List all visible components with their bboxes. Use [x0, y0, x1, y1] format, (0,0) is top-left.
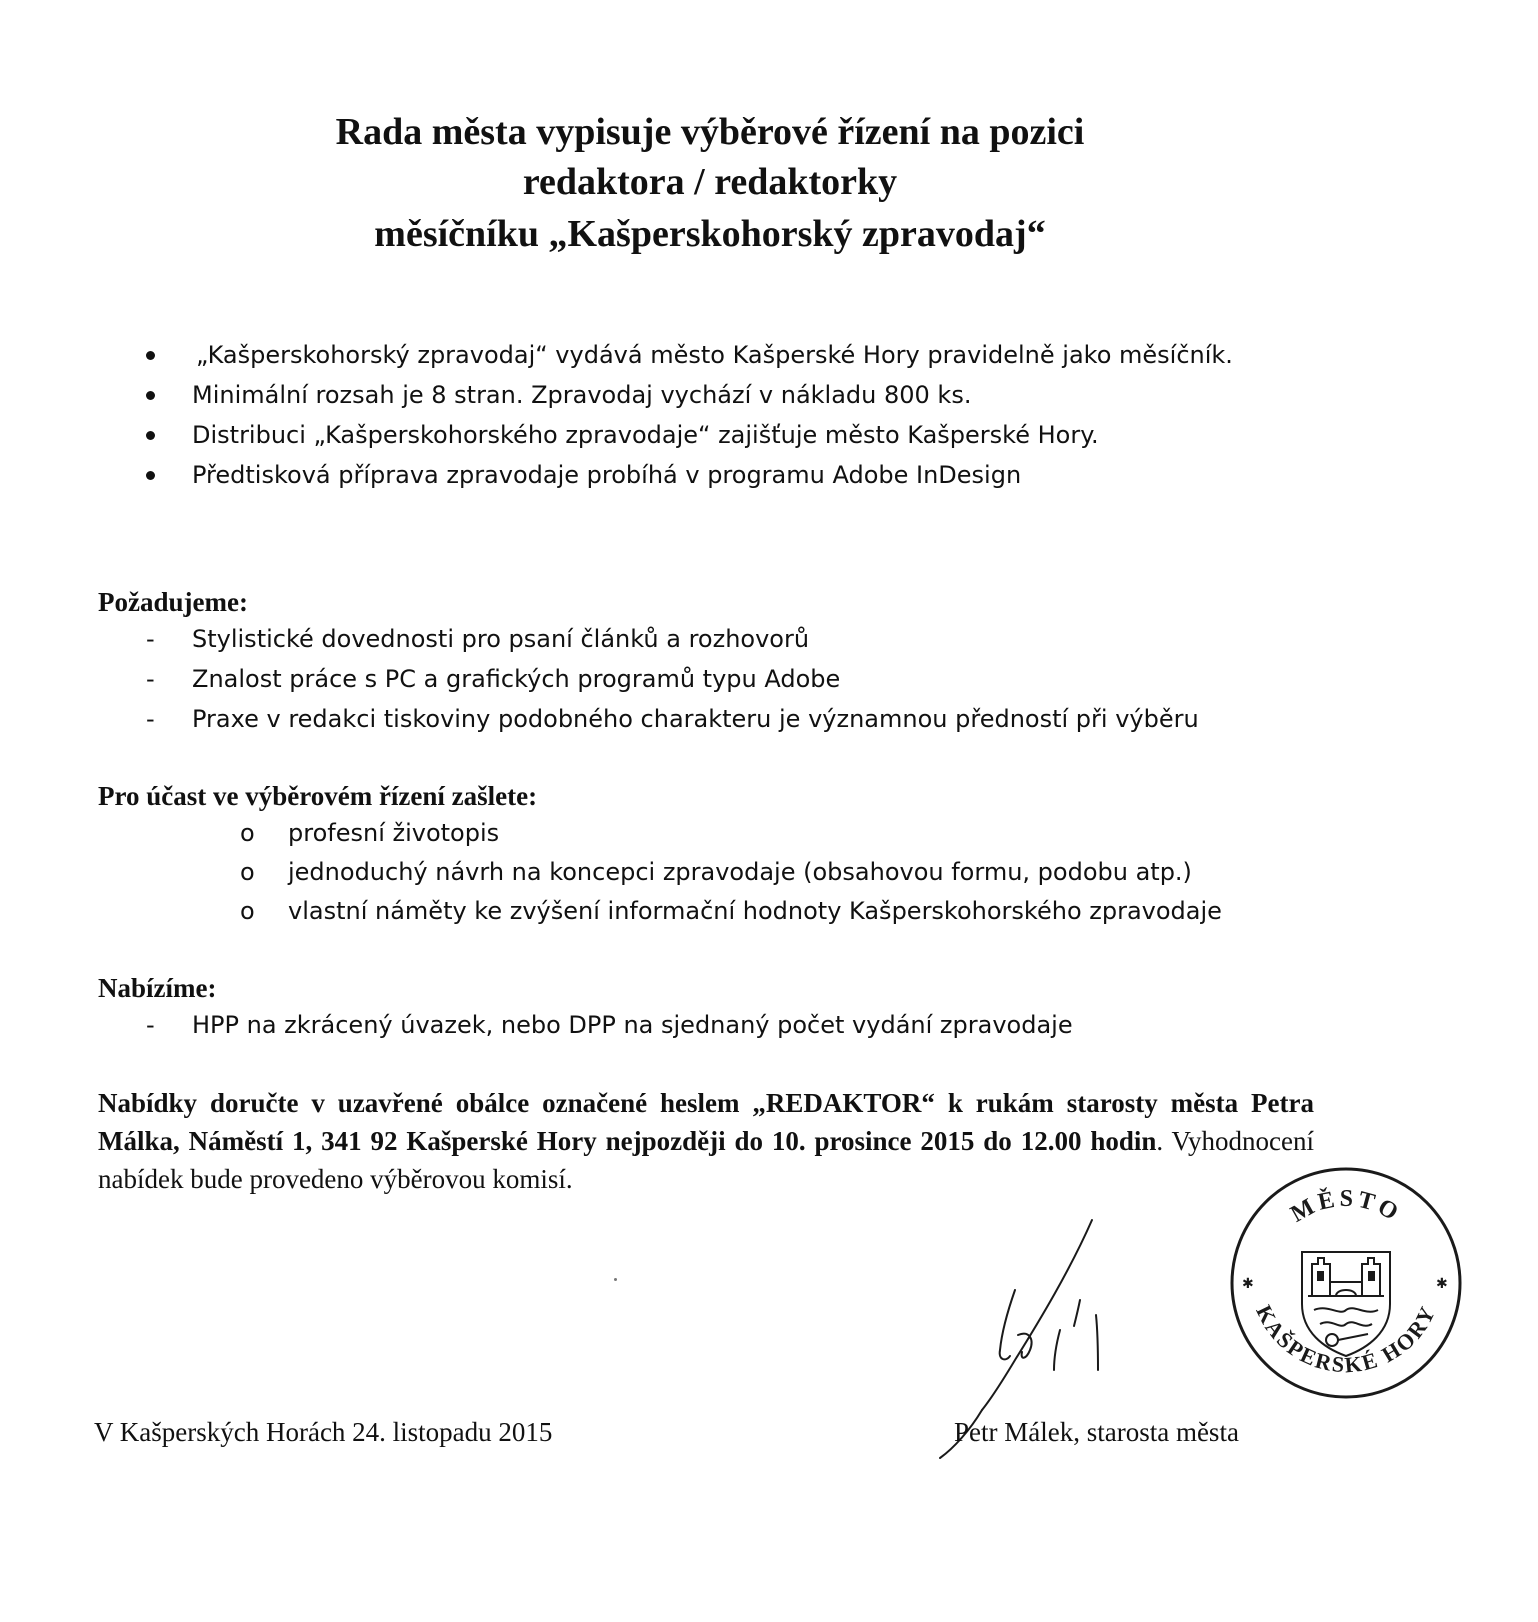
application-heading: Pro účast ve výběrovém řízení zašlete:	[98, 781, 538, 811]
bullet-text: Distribuci „Kašperskohorského zpravodaje“ zajišťuje město Kašperské Hory.	[192, 421, 1099, 449]
list-item-text: Stylistické dovednosti pro psaní článků a rozhovorů	[192, 625, 810, 653]
city-stamp	[1228, 1164, 1464, 1402]
bullet-text: „Kašperskohorský zpravodaj“ vydává město Kašperské Hory pravidelně jako měsíčník.	[196, 341, 1233, 369]
coat-of-arms-icon	[1302, 1252, 1390, 1356]
bullet-text: Minimální rozsah je 8 stran. Zpravodaj vychází v nákladu 800 ks.	[192, 381, 972, 409]
circle-marker: o	[240, 858, 255, 886]
list-item-text: vlastní náměty ke zvýšení informační hodnoty Kašperskohorského zpravodaje	[288, 897, 1222, 925]
list-item-text: HPP na zkrácený úvazek, nebo DPP na sjednaný počet vydání zpravodaje	[192, 1011, 1073, 1039]
title-line-3: měsíčníku „Kašperskohorský zpravodaj“	[374, 213, 1046, 255]
dash-marker: -	[146, 1011, 155, 1039]
title-line-1: Rada města vypisuje výběrové řízení na pozici	[335, 111, 1085, 153]
list-item-text: Praxe v redakci tiskoviny podobného charakteru je významnou předností při výběru	[192, 705, 1199, 733]
list-item-text: profesní životopis	[288, 819, 500, 847]
bullet-icon	[146, 391, 155, 400]
requirements-heading: Požadujeme:	[98, 587, 248, 617]
stamp-bottom-text: KAŠPERSKÉ HORY	[1251, 1301, 1441, 1378]
bullet-icon	[146, 471, 155, 480]
closing-bold-text: Nabídky doručte v uzavřené obálce označené heslem „REDAKTOR“ k rukám starosty města Petra Málka, Náměstí 1, 341 92 Kašperské Hory nejpozději do 10. prosince 2015 do 12.00 hodin	[98, 1088, 1314, 1156]
dash-marker: -	[146, 665, 155, 693]
stamp-star-left-icon: ✱	[1242, 1276, 1254, 1292]
circle-marker: o	[240, 897, 255, 925]
list-item-text: jednoduchý návrh na koncepci zpravodaje (obsahovou formu, podobu atp.)	[288, 858, 1192, 886]
stamp-star-right-icon: ✱	[1436, 1276, 1448, 1292]
list-item-text: Znalost práce s PC a grafických programů typu Adobe	[192, 665, 841, 693]
closing-regular-text: . Vyhodnocení nabídek bude provedeno výběrovou komisí.	[98, 1126, 1314, 1194]
signatory-name: Petr Málek, starosta města	[954, 1417, 1239, 1447]
place-and-date: V Kašperských Horách 24. listopadu 2015	[94, 1417, 553, 1447]
title-line-2: redaktora / redaktorky	[522, 161, 898, 203]
stamp-top-text: MĚSTO	[1286, 1185, 1406, 1228]
bullet-text: Předtisková příprava zpravodaje probíhá v programu Adobe InDesign	[192, 461, 1022, 489]
svg-text:MĚSTO	[1286, 1185, 1405, 1228]
scan-speck	[614, 1278, 617, 1281]
circle-marker: o	[240, 819, 255, 847]
bullet-icon	[146, 431, 155, 440]
closing-paragraph	[98, 1084, 1314, 1198]
offer-heading: Nabízíme:	[98, 973, 217, 1003]
bullet-icon	[146, 351, 155, 360]
dash-marker: -	[146, 625, 155, 653]
dash-marker: -	[146, 705, 155, 733]
